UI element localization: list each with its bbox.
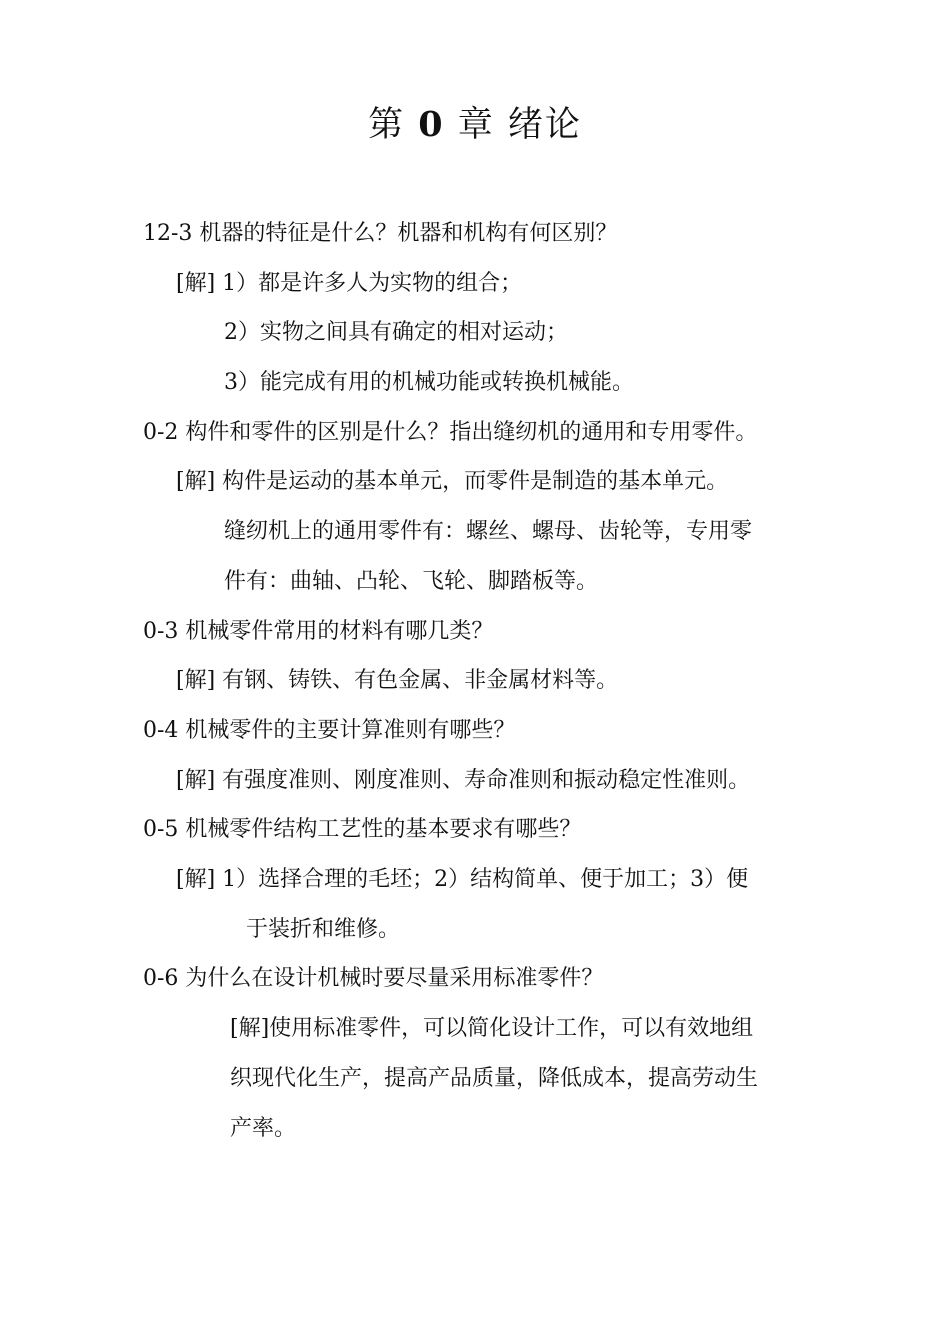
answer-0-2-line-3: 件有：曲轴、凸轮、飞轮、脚踏板等。	[224, 569, 599, 594]
answer-12-3-line-2: 2）实物之间具有确定的相对运动；	[224, 320, 568, 345]
answer-12-3-line-3: 3）能完成有用的机械功能或转换机械能。	[224, 370, 634, 395]
question-0-5: 0-5 机械零件结构工艺性的基本要求有哪些？	[143, 817, 582, 842]
chapter-number: 0	[418, 104, 445, 145]
answer-12-3-line-1: [解] 1）都是许多人为实物的组合；	[176, 271, 523, 296]
answer-0-3: [解] 有钢、铸铁、有色金属、非金属材料等。	[176, 668, 619, 693]
question-0-4: 0-4 机械零件的主要计算准则有哪些？	[143, 718, 516, 743]
answer-0-4: [解] 有强度准则、刚度准则、寿命准则和振动稳定性准则。	[176, 768, 751, 793]
answer-0-6-line-3: 产率。	[230, 1116, 297, 1141]
question-12-3: 12-3 机器的特征是什么？机器和机构有何区别？	[143, 221, 618, 246]
answer-0-6-line-1: [解]使用标准零件，可以简化设计工作，可以有效地组	[230, 1016, 754, 1041]
answer-0-5-line-2: 于装折和维修。	[246, 917, 401, 942]
answer-0-2-line-2: 缝纫机上的通用零件有：螺丝、螺母、齿轮等，专用零	[224, 519, 753, 544]
chapter-title-suffix: 章 绪论	[457, 105, 582, 145]
question-0-3: 0-3 机械零件常用的材料有哪几类？	[143, 619, 494, 644]
answer-0-5-line-1: [解] 1）选择合理的毛坯；2）结构简单、便于加工；3）便	[176, 867, 749, 892]
answer-0-6-line-2: 织现代化生产，提高产品质量，降低成本，提高劳动生	[230, 1066, 759, 1091]
chapter-title-prefix: 第	[368, 105, 406, 145]
question-0-2: 0-2 构件和零件的区别是什么？指出缝纫机的通用和专用零件。	[143, 420, 758, 445]
answer-0-2-line-1: [解] 构件是运动的基本单元，而零件是制造的基本单元。	[176, 469, 729, 494]
chapter-title	[0, 100, 950, 150]
question-0-6: 0-6 为什么在设计机械时要尽量采用标准零件？	[143, 966, 604, 991]
